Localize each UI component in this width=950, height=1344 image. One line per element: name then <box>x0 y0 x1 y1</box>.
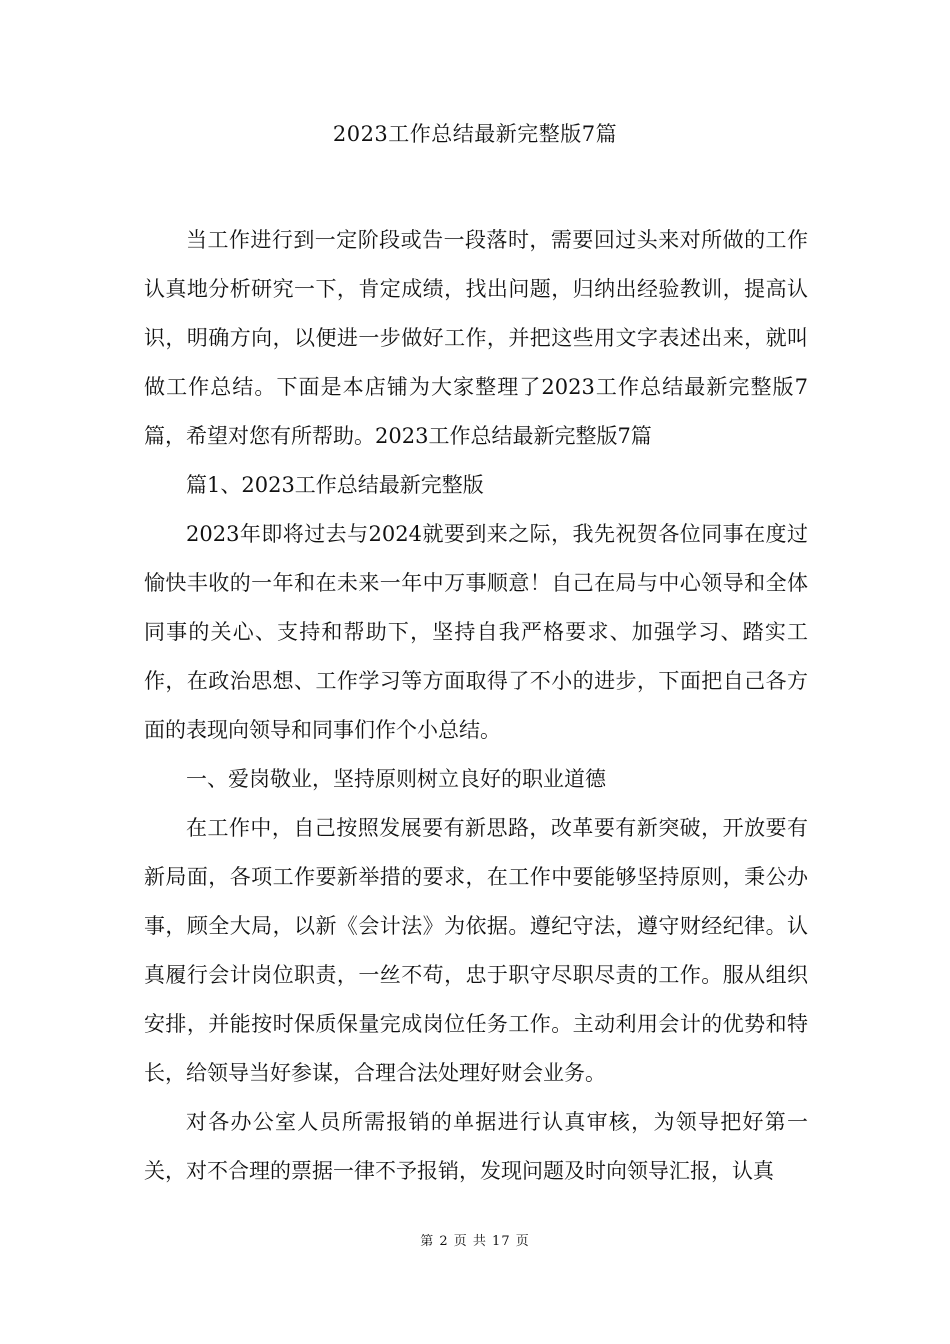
section-heading-one: 一、爱岗敬业，坚持原则树立良好的职业道德 <box>186 767 606 791</box>
document-body <box>144 216 808 1196</box>
paragraph-reimbursement-review: 对各办公室人员所需报销的单据进行认真审核，为领导把好第一关，对不合理的票据一律不予报销，发现问题及时向领导汇报，认真 <box>144 1110 808 1183</box>
section-heading-part-1: 篇1、2023工作总结最新完整版 <box>186 473 484 497</box>
paragraph-intro: 当工作进行到一定阶段或告一段落时，需要回过头来对所做的工作认真地分析研究一下，肯定成绩，找出问题，归纳出经验教训，提高认识，明确方向，以便进一步做好工作，并把这些用文字表述出来，就叫做工作总结。下面是本店铺为大家整理了2023工作总结最新完整版7篇，希望对您有所帮助。2023工作总结最新完整版7篇 <box>144 228 808 448</box>
paragraph-work-principles: 在工作中，自己按照发展要有新思路，改革要有新突破，开放要有新局面，各项工作要新举措的要求，在工作中要能够坚持原则，秉公办事，顾全大局，以新《会计法》为依据。遵纪守法，遵守财经纪律。认真履行会计岗位职责，一丝不苟，忠于职守尽职尽责的工作。服从组织安排，并能按时保质保量完成岗位任务工作。主动利用会计的优势和特长，给领导当好参谋，合理合法处理好财会业务。 <box>144 816 808 1085</box>
page-number-footer: 第 2 页 共 17 页 <box>420 1234 530 1249</box>
document-title: 2023工作总结最新完整版7篇 <box>332 122 618 146</box>
paragraph-opening: 2023年即将过去与2024就要到来之际，我先祝贺各位同事在度过愉快丰收的一年和在未来一年中万事顺意！自己在局与中心领导和全体同事的关心、支持和帮助下，坚持自我严格要求、加强学习、踏实工作，在政治思想、工作学习等方面取得了不小的进步，下面把自己各方面的表现向领导和同事们作个小总结。 <box>144 522 808 742</box>
